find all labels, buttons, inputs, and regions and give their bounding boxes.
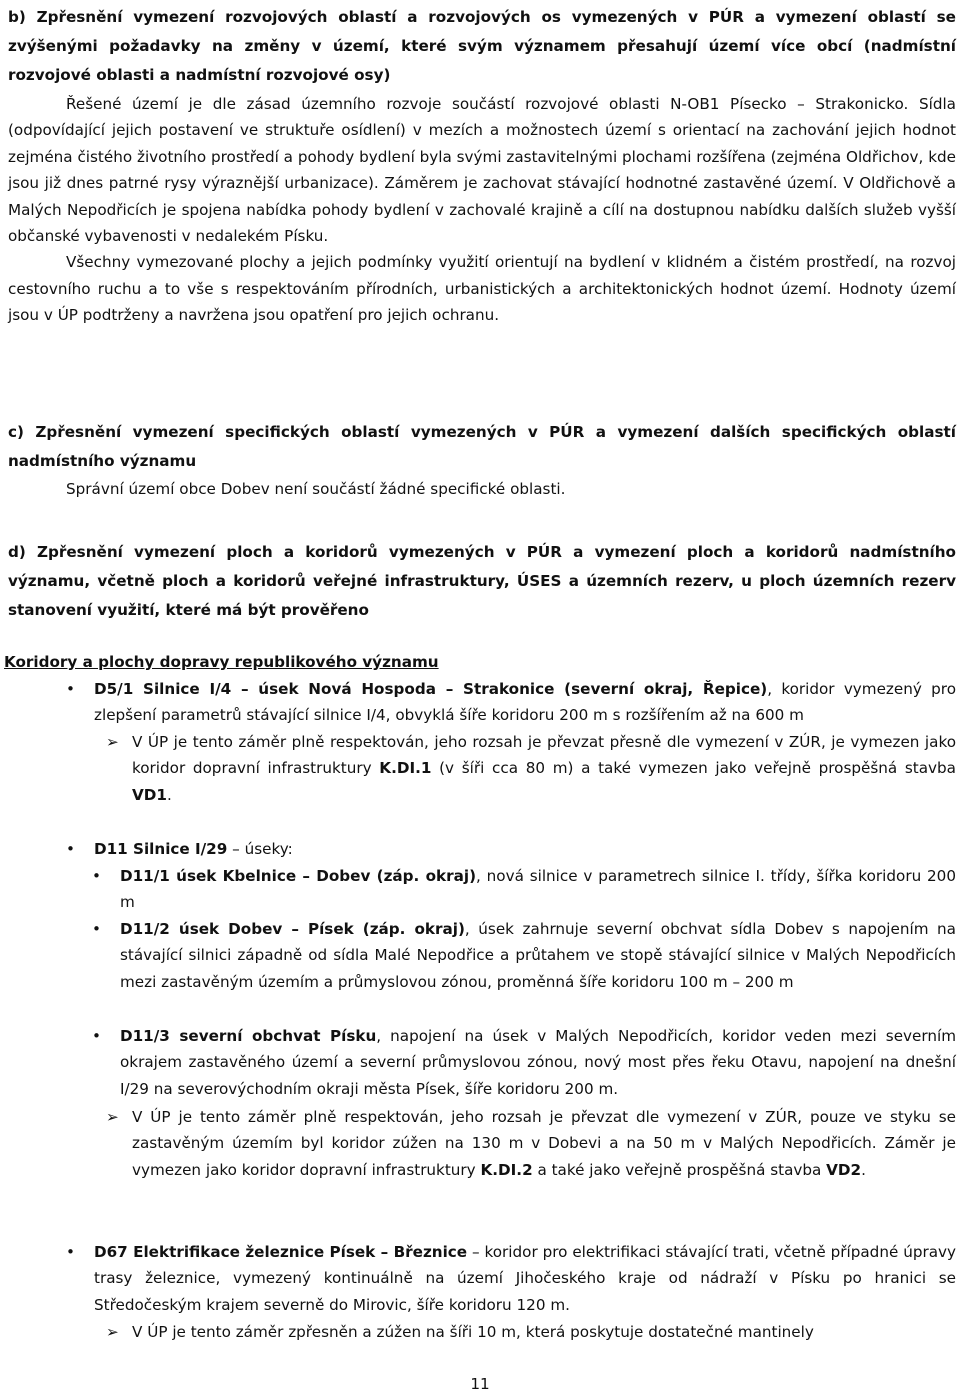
d51-note-a: V ÚP je tento záměr plně respektován, jeho rozsah je převzat přesně dle vymezení v ZÚR, je vymezen jako koridor dopravní infrastruktury (132, 733, 956, 778)
d11-2-title: D11/2 úsek Dobev – Písek (záp. okraj) (120, 920, 465, 938)
arrow-bullet-icon: ➢ (106, 1108, 119, 1126)
list-item-d67 (66, 1239, 956, 1318)
d11-note-end: . (861, 1160, 866, 1179)
section-d-subheading: Koridory a plochy dopravy republikového významu (4, 653, 439, 671)
list-item-d51 (66, 676, 956, 729)
d11-1-title: D11/1 úsek Kbelnice – Dobev (záp. okraj) (120, 867, 477, 885)
d67-title: D67 Elektrifikace železnice Písek – Březnice (94, 1243, 468, 1261)
d67-note (106, 1319, 956, 1345)
bullet-icon: • (92, 920, 101, 938)
list-item-d11 (66, 836, 956, 862)
section-c (8, 418, 956, 502)
section-c-heading: c) Zpřesnění vymezení specifických oblastí vymezených v PÚR a vymezení dalších specifických oblastí nadmístního významu (8, 423, 956, 470)
d67-note-text: V ÚP je tento záměr zpřesněn a zúžen na šíři 10 m, která poskytuje dostatečné mantinely (132, 1323, 814, 1341)
d67-text: – koridor pro elektrifikaci stávající trati, včetně případné úpravy trasy železnice, vymezený kontinuálně na území Jihočeského kraje od nádraží v Písku po hranici se Středočeským krajem severně do Mirovic, šíře koridoru 120 m. (94, 1243, 956, 1314)
d11-note-code: K.DI.2 (480, 1160, 533, 1179)
d11-note (106, 1104, 956, 1183)
bullet-icon: • (66, 840, 75, 858)
d51-note-b: (v šíři cca 80 m) a také vymezen jako veřejně prospěšná stavba (431, 759, 956, 778)
section-c-text: Správní území obce Dobev není součástí žádné specifické oblasti. (66, 480, 566, 498)
bullet-icon: • (66, 1243, 75, 1261)
d11-3-title: D11/3 severní obchvat Písku (120, 1027, 377, 1045)
d11-note-a: V ÚP je tento záměr plně respektován, jeho rozsah je převzat dle vymezení v ZÚR, pouze ve styku se zastavěným územím byl koridor zúžen na 130 m v Dobevi a na 50 m v Malých Nepodřicích. Záměr je vymezen jako koridor dopravní infrastruktury (132, 1108, 956, 1179)
section-b-heading: b) Zpřesnění vymezení rozvojových oblastí a rozvojových os vymezených v PÚR a vymezení oblastí se zvýšenými požadavky na změny v území, které svým významem přesahují území více obcí (nadmístní rozvojové oblasti a nadmístní rozvojové osy) (8, 8, 956, 84)
section-d-heading: d) Zpřesnění vymezení ploch a koridorů vymezených v PÚR a vymezení ploch a koridorů nadmístního významu, včetně ploch a koridorů veřejné infrastruktury, ÚSES a územních rezerv, u ploch územních rezerv stanovení využití, které má být prověřeno (8, 543, 956, 619)
section-d-subheading-wrap (4, 649, 956, 675)
section-d (8, 538, 956, 625)
list-item-d11-1 (92, 863, 956, 916)
d11-note-b: a také jako veřejně prospěšná stavba (532, 1160, 827, 1179)
d11-note-vps: VD2 (826, 1160, 862, 1179)
d51-note-code: K.DI.1 (379, 759, 432, 778)
list-item-d11-2 (92, 916, 956, 995)
d51-text: , koridor vymezený pro zlepšení parametrů stávající silnice I/4, obvyklá šíře koridoru 200 m s rozšířením až na 600 m (94, 680, 956, 725)
d11-1-text: , nová silnice v parametrech silnice I. třídy, šířka koridoru 200 m (120, 867, 956, 912)
d51-note-end: . (166, 785, 172, 804)
d11-text: – úseky: (227, 840, 293, 858)
section-b-paragraph-2: Všechny vymezované plochy a jejich podmínky využití orientují na bydlení v klidném a čistém prostředí, na rozvoj cestovního ruchu a to vše s respektováním přírodních, urbanistických a architektonických hodnot území. Hodnoty území jsou v ÚP podtrženy a navržena jsou opatření pro jejich ochranu. (8, 253, 956, 325)
arrow-bullet-icon: ➢ (106, 1323, 119, 1341)
d51-title: D5/1 Silnice I/4 – úsek Nová Hospoda – Strakonice (severní okraj, Řepice) (94, 680, 768, 698)
arrow-bullet-icon: ➢ (106, 733, 119, 751)
d51-note-vps: VD1 (132, 785, 167, 804)
d11-title: D11 Silnice I/29 (94, 840, 228, 858)
bullet-icon: • (92, 1027, 101, 1045)
bullet-icon: • (66, 680, 75, 698)
d51-note (106, 729, 956, 808)
section-b (8, 3, 956, 329)
d11-2-text: , úsek zahrnuje severní obchvat sídla Dobev s napojením na stávající silnici západně od sídla Malé Nepodřice a průtahem ve stopě stávající silnice v Malých Nepodřicích mezi zastavěným územím a průmyslovou zónou, proměnná šíře koridoru 100 m – 200 m (120, 920, 956, 991)
bullet-icon: • (92, 867, 101, 885)
list-item-d11-3 (92, 1023, 956, 1102)
d11-3-text: , napojení na úsek v Malých Nepodřicích, koridor veden mezi severním okrajem zastavěného území a severní průmyslovou zónou, nový most přes řeku Otavu, napojení na dnešní I/29 na severovýchodním okraji města Písek, šíře koridoru 200 m. (120, 1027, 956, 1098)
page-number: 11 (470, 1375, 490, 1393)
section-b-paragraph-1: Řešené území je dle zásad územního rozvoje součástí rozvojové oblasti N-OB1 Písecko – Strakonicko. Sídla (odpovídající jejich postavení ve struktuře osídlení) v mezích a možnostech území s orientací na zachování jejich hodnot zejména čistého životního prostředí a pohody bydlení byla svými zastavitelnými plochami rozšířena (zejména Oldřichov, kde jsou již dnes patrné rysy výraznější urbanizace). Záměrem je zachovat stávající hodnotné zastavěné území. V Oldřichově a Malých Nepodřicích je spojena nabídka pohody bydlení v zachovalé krajině a cílí na dostupnou nabídku dalších služeb vyšší občanské vybavenosti v nedalekém Písku. (8, 95, 956, 246)
